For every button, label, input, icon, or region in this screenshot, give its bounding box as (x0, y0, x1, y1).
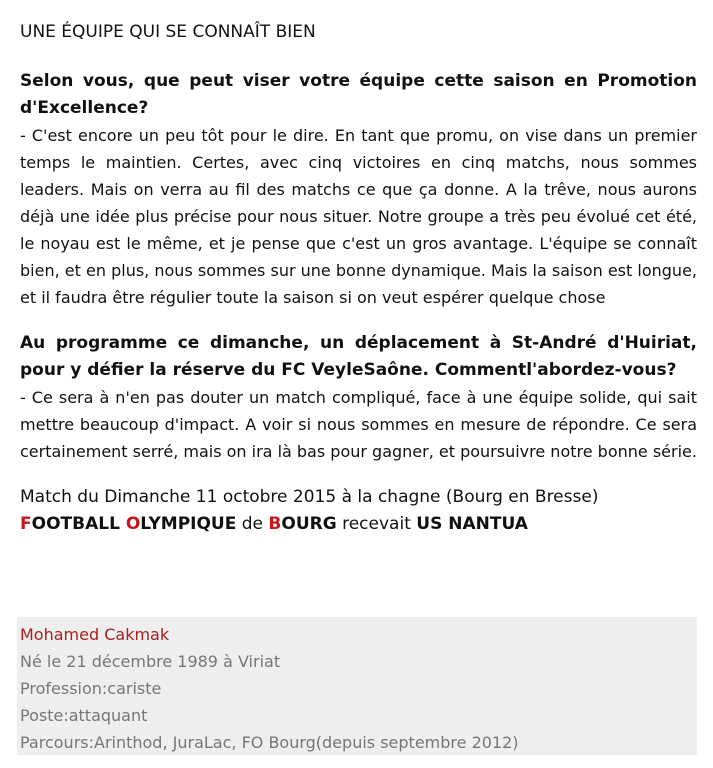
player-birth: Né le 21 décembre 1989 à Viriat (20, 652, 281, 671)
player-position: Poste:attaquant (20, 706, 148, 725)
article-title: UNE ÉQUIPE QUI SE CONNAÎT BIEN (20, 22, 316, 42)
team-word-lympique: LYMPIQUE (140, 514, 237, 534)
question-2: Au programme ce dimanche, un déplacement à St-André d'Huiriat, pour y défier la réserve du FC VeyleSaône. Commentl'abordez-vous? (20, 333, 697, 380)
qa-block-2 (20, 330, 697, 465)
article (20, 18, 697, 537)
team-word-ourg: OURG (281, 514, 337, 534)
away-team-name: US NANTUA (416, 514, 528, 534)
player-name: Mohamed Cakmak (20, 625, 170, 644)
team-initial-o: O (125, 514, 141, 534)
team-initial-f: F (20, 514, 32, 534)
match-date-line: Match du Dimanche 11 octobre 2015 à la chagne (Bourg en Bresse) (20, 487, 599, 507)
team-word-de: de (236, 514, 269, 534)
team-word-recevait: recevait (336, 514, 417, 534)
answer-1: - C'est encore un peu tôt pour le dire. En tant que promu, on vise dans un premier temps le maintien. Certes, avec cinq victoires en cinq matchs, nous sommes leaders. Mais on verra au fil des matchs ce que ça donne. A la trêve, nous aurons déjà une idée plus précise pour nous situer. Notre groupe a très peu évolué cet été, le noyau est le même, et je pense que c'est un gros avantage. L'équipe se connaît bien, et en plus, nous sommes sur une bonne dynamique. Mais la saison est longue, et il faudra être régulier toute la saison si on veut espérer quelque chose (20, 126, 697, 307)
team-initial-b: B (268, 514, 282, 534)
answer-2: - Ce sera à n'en pas douter un match compliqué, face à une équipe solide, qui sait mettre beaucoup d'impact. A voir si nous sommes en mesure de répondre. Ce sera certainement serré, mais on ira là bas pour gagner, et poursuivre notre bonne série. (20, 388, 697, 461)
qa-block-1 (20, 68, 697, 311)
player-career: Parcours:Arinthod, JuraLac, FO Bourg(depuis septembre 2012) (20, 733, 519, 752)
match-teams-line (20, 511, 697, 537)
team-word-ootball: OOTBALL (31, 514, 126, 534)
player-profession: Profession:cariste (20, 679, 162, 698)
player-profile-card (17, 617, 697, 755)
question-1: Selon vous, que peut viser votre équipe cette saison en Promotion d'Excellence? (20, 71, 697, 118)
